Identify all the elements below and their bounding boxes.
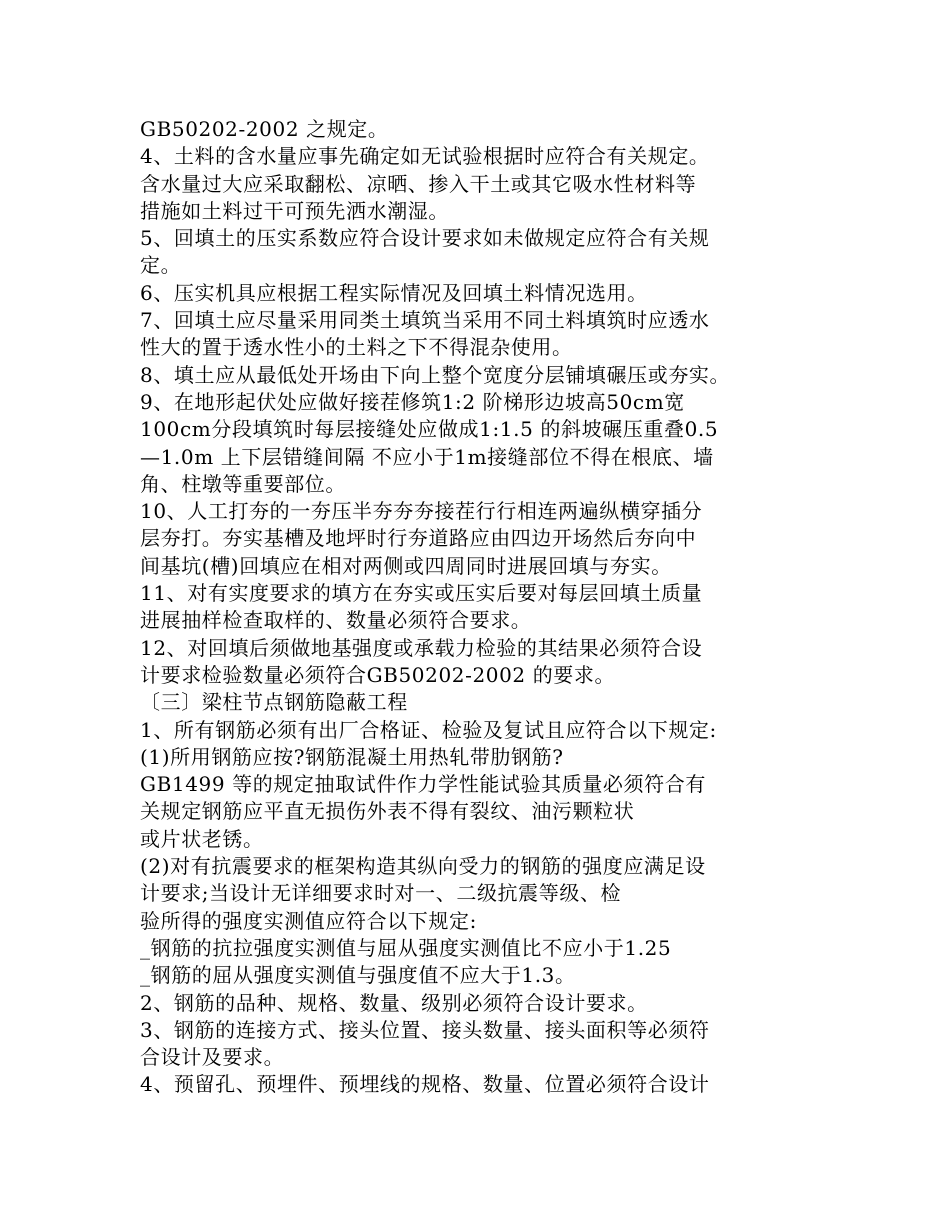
text-line: 10、人工打夯的一夯压半夯夯夯接茬行行相连两遍纵横穿插分 (140, 499, 703, 524)
text-line: 间基坑(槽)回填应在相对两侧或四周同时进展回填与夯实。 (140, 553, 672, 578)
document-body (140, 116, 820, 1099)
text-line: 性大的置于透水性小的土料之下不得混杂使用。 (140, 335, 573, 360)
text-line: 3、钢筋的连接方式、接头位置、接头数量、接头面积等必须符 (140, 1017, 710, 1042)
text-line: (1)所用钢筋应按?钢筋混凝土用热轧带肋钢筋? (140, 744, 564, 769)
text-line: GB1499 等的规定抽取试件作力学性能试验其质量必须符合有 (140, 772, 706, 797)
text-line: 计要求检验数量必须符合GB50202-2002 的要求。 (140, 662, 616, 687)
text-line: 100cm分段填筑时每层接缝处应做成1:1.5 的斜坡碾压重叠0.5 (140, 417, 719, 442)
text-line: (2)对有抗震要求的框架构造其纵向受力的钢筋的强度应满足设 (140, 854, 706, 879)
text-line: 含水量过大应采取翻松、凉晒、掺入干土或其它吸水性材料等 (140, 171, 697, 196)
text-line: 7、回填土应尽量采用同类土填筑当采用不同土料填筑时应透水 (140, 308, 710, 333)
text-line: 2、钢筋的品种、规格、数量、级别必须符合设计要求。 (140, 990, 648, 1015)
text-line: 1、所有钢筋必须有出厂合格证、检验及复试且应符合以下规定: (140, 717, 717, 742)
text-line: 验所得的强度实测值应符合以下规定: (140, 908, 477, 933)
section-heading: 〔三〕梁柱节点钢筋隐蔽工程 (140, 690, 408, 715)
text-line: 或片状老锈。 (140, 826, 264, 851)
text-line: 5、回填土的压实系数应符合设计要求如未做规定应符合有关规 (140, 226, 710, 251)
text-line: _钢筋的屈从强度实测值与强度值不应大于1.3。 (140, 963, 576, 988)
text-line: 12、对回填后须做地基强度或承载力检验的其结果必须符合设 (140, 635, 703, 660)
text-line: 8、填土应从最低处开场由下向上整个宽度分层铺填碾压或夯实。 (140, 362, 731, 387)
text-line: 计要求;当设计无详细要求时对一、二级抗震等级、检 (140, 881, 622, 906)
text-line: GB50202-2002 之规定。 (140, 117, 389, 141)
text-line: 措施如土料过干可预先洒水潮湿。 (140, 198, 449, 223)
text-line: 进展抽样检查取样的、数量必须符合要求。 (140, 608, 532, 633)
text-line: 11、对有实度要求的填方在夯实或压实后要对每层回填土质量 (140, 581, 703, 606)
text-line: 6、压实机具应根据工程实际情况及回填土料情况选用。 (140, 280, 648, 305)
text-line: 层夯打。夯实基槽及地坪时行夯道路应由四边开场然后夯向中 (140, 526, 697, 551)
text-line: —1.0m 上下层错缝间隔 不应小于1m接缝部位不得在根底、墙 (140, 444, 714, 469)
text-line: 关规定钢筋应平直无损伤外表不得有裂纹、油污颗粒状 (140, 799, 635, 824)
text-line: 定。 (140, 253, 182, 278)
text-line: 合设计及要求。 (140, 1045, 285, 1070)
text-line: 4、土料的含水量应事先确定如无试验根据时应符合有关规定。 (140, 144, 710, 169)
text-line: 角、柱墩等重要部位。 (140, 471, 346, 496)
text-line: _钢筋的抗拉强度实测值与屈从强度实测值比不应小于1.25 (140, 935, 672, 960)
text-line: 9、在地形起伏处应做好接茬修筑1:2 阶梯形边坡高50cm宽 (140, 389, 685, 414)
text-line: 4、预留孔、预埋件、预埋线的规格、数量、位置必须符合设计 (140, 1072, 710, 1097)
